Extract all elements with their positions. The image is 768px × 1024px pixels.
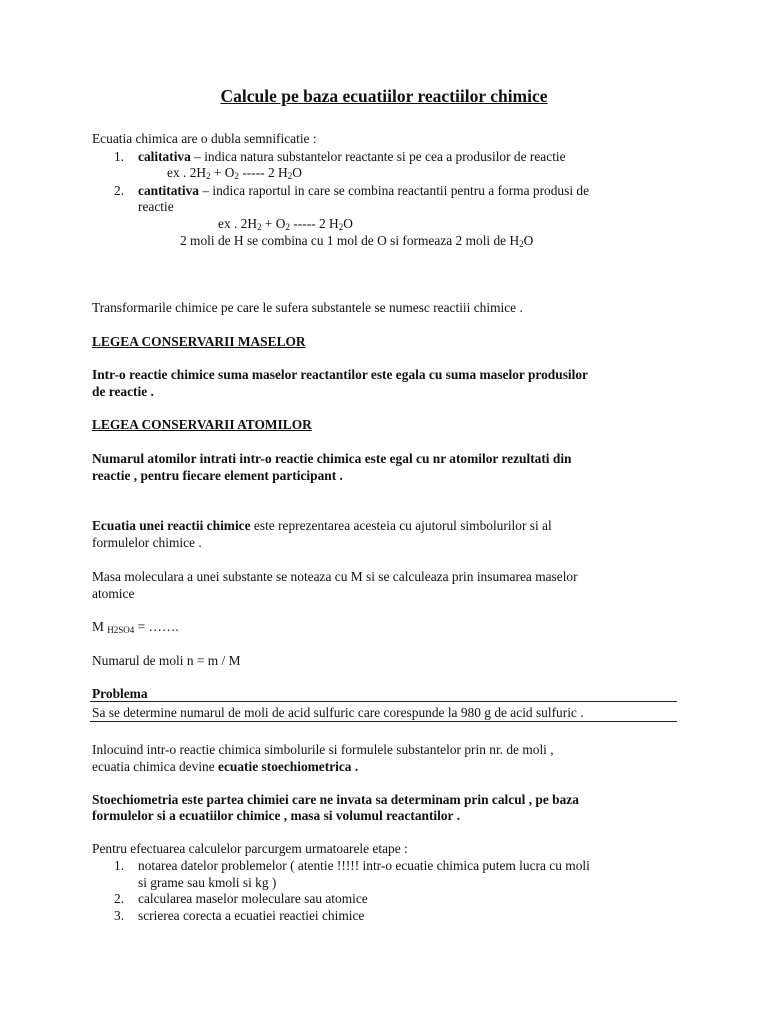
intro-text: Ecuatia chimica are o dubla semnificatie : <box>92 131 317 146</box>
equation-example: ex . $2H_2 + O_2$ ----- 2 $H_2O$ <box>218 216 353 232</box>
heading-law-mass: LEGEA CONSERVARII MASELOR <box>92 334 306 349</box>
list-number: 1. <box>114 149 125 164</box>
equation-explanation: 2 moli de H se combina cu 1 mol de O si formeaza 2 moli de $H_2O$ <box>180 233 534 249</box>
term-cantitativa: cantitativa <box>138 183 199 198</box>
law-atoms-text: reactie , pentru fiecare element participant . <box>92 468 343 483</box>
term-description-cont: reactie <box>138 199 174 214</box>
steps-intro: Pentru efectuarea calculelor parcurgem urmatoarele etape : <box>92 841 408 856</box>
heading-law-atoms: LEGEA CONSERVARII ATOMILOR <box>92 417 312 432</box>
problem-heading: Problema <box>92 686 148 701</box>
law-atoms-text: Numarul atomilor intrati intr-o reactie chimica este egal cu nr atomilor rezultati din <box>92 451 572 466</box>
stoich-definition: Stoechiometria este partea chimiei care ne invata sa determinam prin calcul , pe baza <box>92 792 579 807</box>
stoich-equation-text: ecuatia chimica devine ecuatie stoechiometrica . <box>92 759 359 774</box>
term-calitativa: calitativa <box>138 149 191 164</box>
step-item-cont: si grame sau kmoli si kg ) <box>138 875 277 890</box>
term-description: – indica natura substantelor reactante si pe cea a produsilor de reactie <box>190 149 566 164</box>
molar-mass-text: Masa moleculara a unei substante se noteaza cu M si se calculeaza prin insumarea maselor <box>92 569 578 584</box>
equation-definition-cont: formulelor chimice . <box>92 535 202 550</box>
divider-line <box>90 721 677 722</box>
molar-mass-text: atomice <box>92 586 135 601</box>
list-number: 2. <box>114 891 125 906</box>
list-item-calitativa <box>138 148 566 165</box>
equation-example: ex . $2H_2 + O_2$ ----- 2 $H_2O$ <box>167 165 302 181</box>
divider-line <box>90 701 677 702</box>
law-mass-text: Intr-o reactie chimice suma maselor reactantilor este egala cu suma maselor produsilor <box>92 367 588 382</box>
list-item-cantitativa <box>138 182 589 199</box>
list-number: 2. <box>114 183 125 198</box>
step-item: notarea datelor problemelor ( atentie !!!!! intr-o ecuatie chimica putem lucra cu moli <box>138 858 590 873</box>
paragraph-transform: Transformarile chimice pe care le sufera substantele se numesc reactiii chimice . <box>92 300 523 315</box>
moles-formula: Numarul de moli n = m / M <box>92 653 241 668</box>
list-number: 3. <box>114 908 125 923</box>
step-item: calcularea maselor moleculare sau atomice <box>138 891 368 906</box>
step-item: scrierea corecta a ecuatiei reactiei chimice <box>138 908 365 923</box>
term-description: – indica raportul in care se combina reactantii pentru a forma produsi de <box>199 183 590 198</box>
molar-mass-formula: M $_{H2SO4}$ = ……. <box>92 619 179 635</box>
equation-definition: Ecuatia unei reactii chimice este reprezentarea acesteia cu ajutorul simbolurilor si al <box>92 518 552 533</box>
law-mass-text: de reactie . <box>92 384 154 399</box>
problem-text: Sa se determine numarul de moli de acid sulfuric care corespunde la 980 g de acid sulfuric . <box>92 705 584 720</box>
stoich-equation-text: Inlocuind intr-o reactie chimica simbolurile si formulele substantelor prin nr. de moli , <box>92 742 554 757</box>
list-number: 1. <box>114 858 125 873</box>
page-title: Calcule pe baza ecuatiilor reactiilor chimice <box>220 86 548 106</box>
stoich-definition: formulelor si a ecuatiilor chimice , masa si volumul reactantilor . <box>92 808 460 823</box>
